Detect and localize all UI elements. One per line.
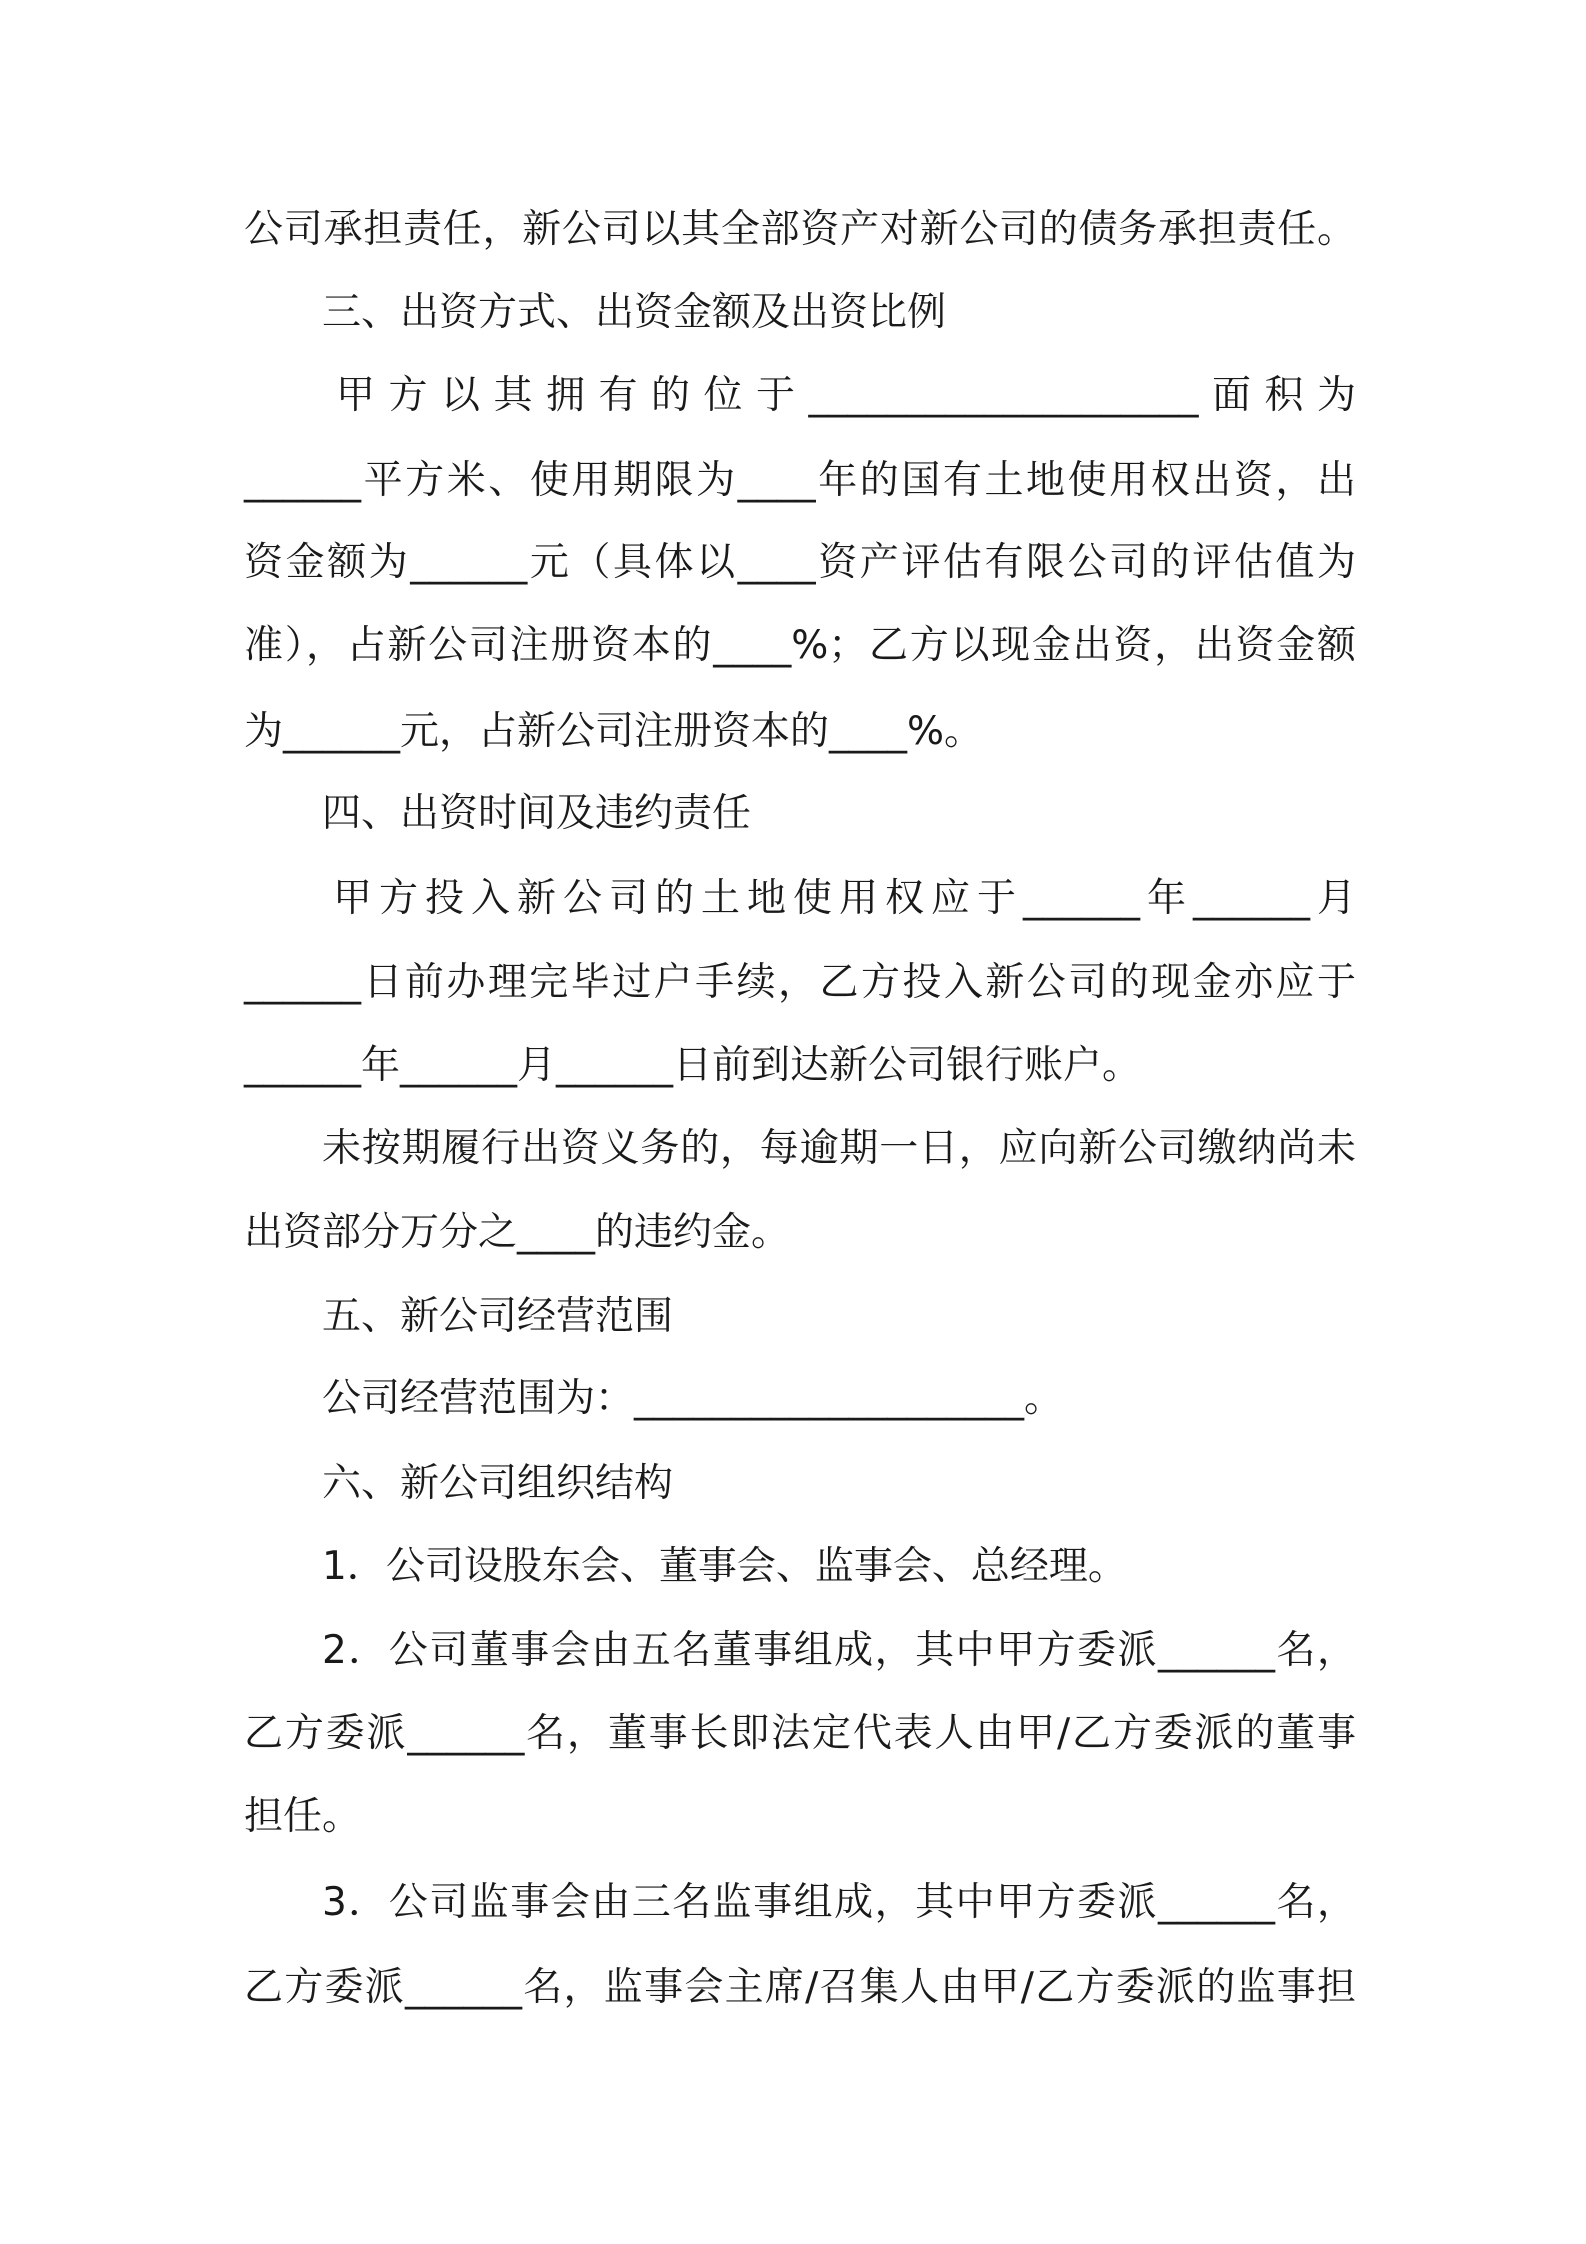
- text-line-3: 甲方以其拥有的位于____________________面积为: [336, 373, 1356, 418]
- text-line-7: 为______元，占新公司注册资本的____%。: [244, 709, 984, 754]
- text-line-6: 准），占新公司注册资本的____%；乙方以现金出资，出资金额: [244, 623, 1356, 668]
- list-item-1: 1．公司设股东会、董事会、监事会、总经理。: [322, 1544, 1127, 1589]
- text-line-11: ______年______月______日前到达新公司银行账户。: [244, 1043, 1142, 1088]
- text-line-13: 出资部分万分之____的违约金。: [244, 1210, 791, 1255]
- text-line-4: ______平方米、使用期限为____年的国有土地使用权出资，出: [244, 458, 1356, 503]
- list-item-3: 3．公司监事会由三名监事组成，其中甲方委派______名，: [322, 1880, 1356, 1925]
- text-line-19: 乙方委派______名，董事长即法定代表人由甲/乙方委派的董事: [244, 1711, 1356, 1756]
- section-heading-4: 四、出资时间及违约责任: [322, 791, 752, 836]
- section-heading-5: 五、新公司经营范围: [322, 1294, 674, 1339]
- list-item-2: 2．公司董事会由五名董事组成，其中甲方委派______名，: [322, 1628, 1356, 1673]
- text-line-5: 资金额为______元（具体以____资产评估有限公司的评估值为: [244, 540, 1356, 585]
- text-line-10: ______日前办理完毕过户手续，乙方投入新公司的现金亦应于: [244, 960, 1356, 1005]
- text-line-15: 公司经营范围为：____________________。: [322, 1376, 1064, 1421]
- text-line-22: 乙方委派______名，监事会主席/召集人由甲/乙方委派的监事担: [244, 1965, 1356, 2010]
- text-line-12: 未按期履行出资义务的，每逾期一日，应向新公司缴纳尚未: [322, 1126, 1356, 1171]
- text-line-20: 担任。: [244, 1794, 362, 1839]
- section-heading-3: 三、出资方式、出资金额及出资比例: [322, 290, 947, 335]
- section-heading-6: 六、新公司组织结构: [322, 1461, 674, 1506]
- text-line-1: 公司承担责任，新公司以其全部资产对新公司的债务承担责任。: [244, 207, 1356, 252]
- text-line-9: 甲方投入新公司的土地使用权应于______年______月: [333, 876, 1356, 921]
